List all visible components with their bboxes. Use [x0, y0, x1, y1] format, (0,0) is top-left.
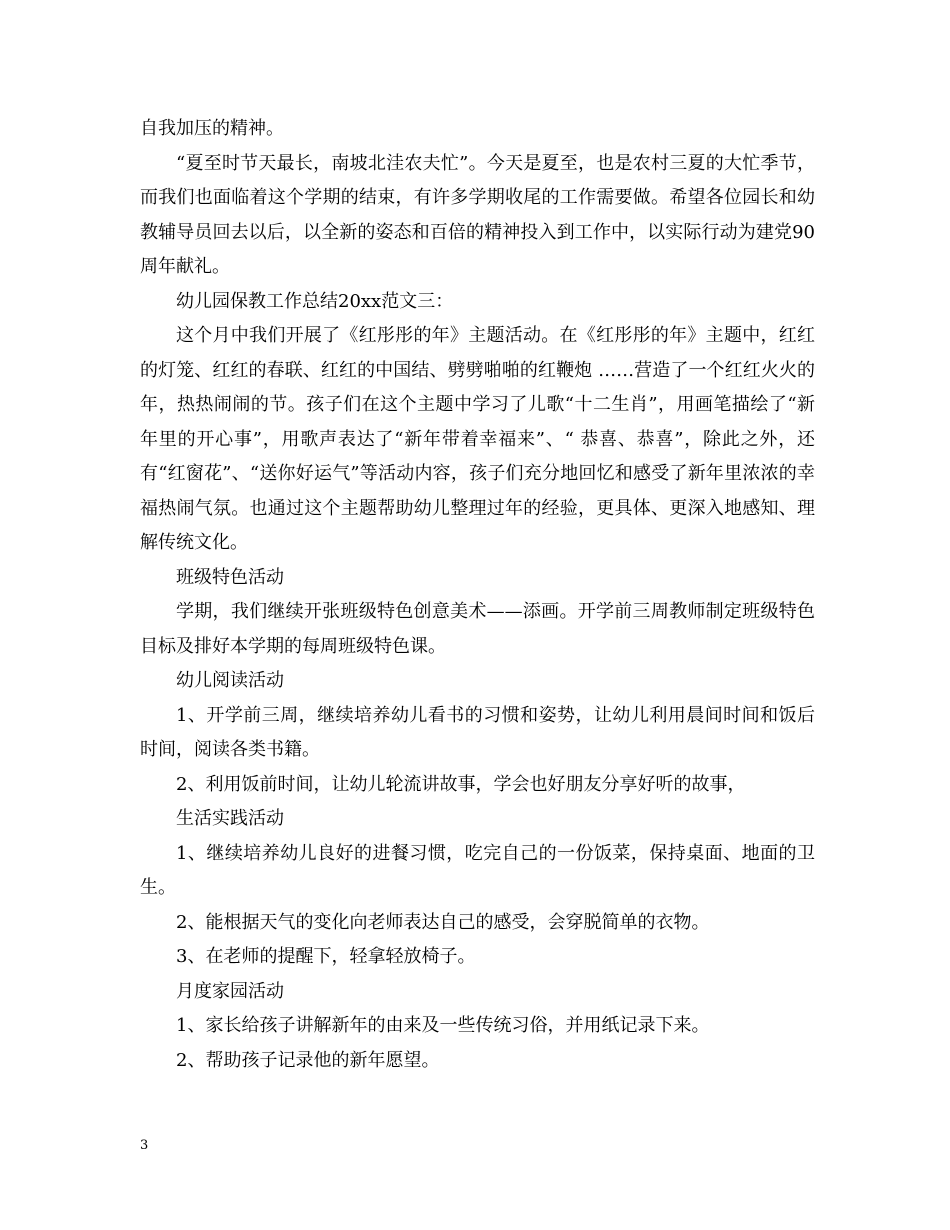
paragraph: 月度家园活动 [176, 980, 284, 1002]
paragraph: 1、家长给孩子讲解新年的由来及一些传统习俗，并用纸记录下来。 [176, 1015, 710, 1036]
page-number: 3 [140, 1138, 149, 1153]
paragraph: 幼儿园保教工作总结20xx范文三： [176, 290, 454, 312]
paragraph: 学期，我们继续开张班级特色创意美术——添画。开学前三周教师制定班级特色目标及排好本学期的每周班级特色课。 [140, 601, 815, 657]
paragraph: 2、利用饭前时间，让幼儿轮流讲故事，学会也好朋友分享好听的故事， [176, 773, 746, 795]
paragraph: 生活实践活动 [176, 808, 284, 829]
paragraph: 这个月中我们开展了《红彤彤的年》主题活动。在《红彤彤的年》主题中，红红的灯笼、红红的春联、红红的中国结、劈劈啪啪的红鞭炮 ……营造了一个红红火火的年，热热闹闹的节。孩子们在这个主题中学习了儿歌“十二生肖”，用画笔描绘了“新年里的开心事”，用歌声表达了“新年带着幸福来”、“ 恭喜、恭喜”，除此之外，还有“红窗花”、“送你好运气”等活动内容，孩子们充分地回忆和感受了新年里浓浓的幸福热闹气氛。也通过这个主题帮助幼儿整理过年的经验，更具体、更深入地感知、理解传统文化。 [140, 325, 815, 553]
paragraph: 幼儿阅读活动 [176, 670, 284, 691]
paragraph: 1、继续培养幼儿良好的进餐习惯，吃完自己的一份饭菜，保持桌面、地面的卫生。 [140, 842, 815, 898]
paragraph: 2、帮助孩子记录他的新年愿望。 [176, 1049, 440, 1071]
paragraph: “夏至时节天最长，南坡北洼农夫忙”。今天是夏至，也是农村三夏的大忙季节，而我们也面临着这个学期的结束，有许多学期收尾的工作需要做。希望各位园长和幼教辅导员回去以后，以全新的姿态和百倍的精神投入到工作中，以实际行动为建党90周年献礼。 [140, 152, 815, 277]
document-body [140, 112, 815, 1078]
paragraph: 1、开学前三周，继续培养幼儿看书的习惯和姿势，让幼儿利用晨间时间和饭后时间，阅读各类书籍。 [140, 704, 815, 760]
paragraph: 班级特色活动 [176, 566, 284, 588]
paragraph: 3、在老师的提醒下，轻拿轻放椅子。 [176, 946, 476, 967]
paragraph: 自我加压的精神。 [140, 118, 284, 139]
paragraph: 2、能根据天气的变化向老师表达自己的感受，会穿脱简单的衣物。 [176, 911, 710, 933]
